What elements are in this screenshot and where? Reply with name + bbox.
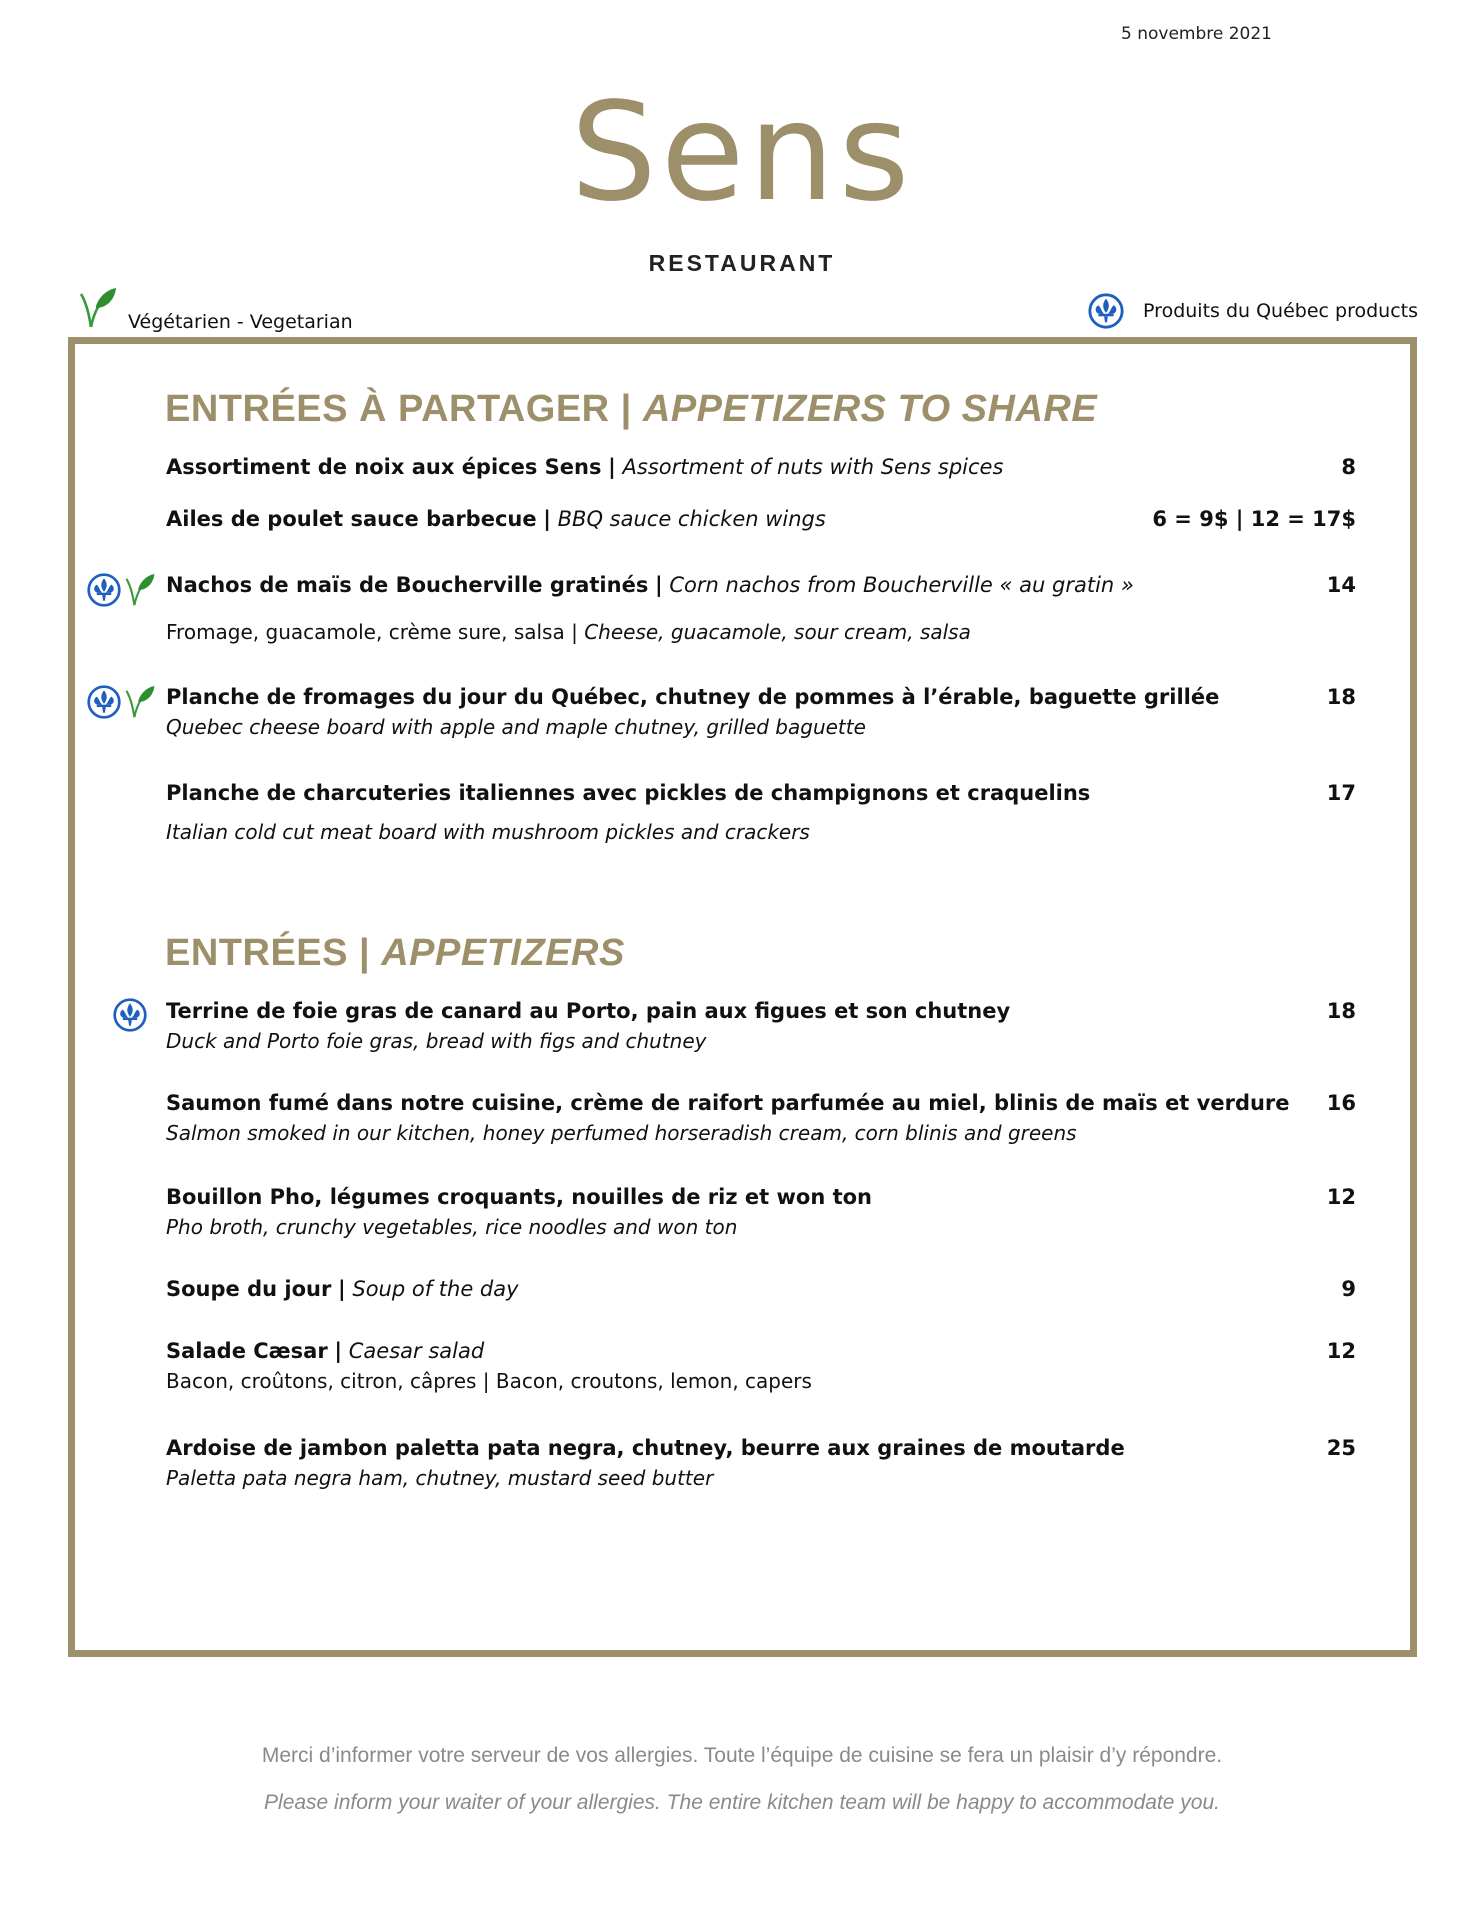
item-detail-en: Cheese, guacamole, sour cream, salsa [584,620,971,644]
item-name-en: Pho broth, crunchy vegetables, rice noodles and won ton [166,1215,738,1239]
logo-wordmark: Sens [570,74,914,232]
item-price: 18 [1326,685,1356,709]
quebec-legend-label: Produits du Québec products [1143,300,1418,322]
section-title-en: APPETIZERS TO SHARE [642,388,1098,430]
item-name-en: Duck and Porto foie gras, bread with figs and chutney [166,1029,707,1053]
section-title-fr: ENTRÉES À PARTAGER | [165,388,632,430]
menu-item [166,452,1356,482]
allergy-notice-en: Please inform your waiter of your allergies. The entire kitchen team will be happy to accommodate you. [264,1791,1220,1814]
document-date: 5 novembre 2021 [1120,24,1272,44]
item-name-fr: Saumon fumé dans notre cuisine, crème de raifort parfumée au miel, blinis de maïs et verdure [166,1091,1290,1115]
item-name-fr: Ardoise de jambon paletta pata negra, chutney, beurre aux graines de moutarde [166,1436,1125,1460]
item-detail-fr: Fromage, guacamole, crème sure, salsa | [166,620,578,644]
item-name-fr: Salade Cæsar [166,1339,328,1363]
fleur-de-lis-icon [112,997,148,1033]
item-price: 12 [1326,1185,1356,1209]
item-separator: | [334,1339,343,1363]
item-price: 16 [1326,1091,1356,1115]
vegetarian-legend [78,286,353,333]
item-name-en: Quebec cheese board with apple and maple chutney, grilled baguette [166,715,866,739]
menu-item [166,682,1356,742]
section-title-en: APPETIZERS [381,932,625,974]
menu-item [166,996,1356,1056]
leaf-icon [124,684,156,720]
quebec-legend [1087,292,1418,330]
item-name-en: Assortment of nuts with Sens spices [622,455,1004,479]
menu-item [166,570,1356,647]
item-name-en: Paletta pata negra ham, chutney, mustard seed butter [166,1466,714,1490]
item-name-en: Italian cold cut meat board with mushroom pickles and crackers [166,820,810,844]
item-separator: | [543,507,551,531]
fleur-de-lis-icon [86,684,122,720]
item-price: 25 [1326,1436,1356,1460]
item-price: 14 [1326,573,1356,597]
allergy-notice-fr: Merci d’informer votre serveur de vos allergies. Toute l’équipe de cuisine se fera un plaisir d’y répondre. [261,1744,1223,1767]
item-price: 6 = 9$ | 12 = 17$ [1152,507,1356,531]
leaf-icon [124,572,156,608]
item-price: 8 [1341,455,1356,479]
item-name-fr: Planche de charcuteries italiennes avec pickles de champignons et craquelins [166,781,1091,805]
item-separator: | [338,1277,346,1301]
section-title-fr: ENTRÉES | [165,932,371,974]
leaf-icon [78,286,118,330]
menu-item [166,778,1356,847]
item-name-en: Caesar salad [348,1339,485,1363]
menu-item [166,1336,1356,1396]
item-name-fr: Nachos de maïs de Boucherville gratinés [166,573,649,597]
section-title-appetizers [165,932,625,975]
item-name-fr: Terrine de foie gras de canard au Porto, pain aux figues et son chutney [166,999,1011,1023]
fleur-de-lis-icon [86,572,122,608]
item-separator: | [608,455,616,479]
item-badges [86,572,156,608]
item-name-fr: Assortiment de noix aux épices Sens [166,455,602,479]
item-detail: Bacon, croûtons, citron, câpres | Bacon, croutons, lemon, capers [166,1369,812,1393]
item-name-en: BBQ sauce chicken wings [557,507,826,531]
restaurant-logo [0,74,1484,277]
item-name-en: Soup of the day [352,1277,519,1301]
item-price: 18 [1326,999,1356,1023]
section-title-appetizers-to-share [165,388,1097,431]
menu-item [166,1182,1356,1242]
item-name-fr: Bouillon Pho, légumes croquants, nouilles de riz et won ton [166,1185,872,1209]
item-name-fr: Ailes de poulet sauce barbecue [166,507,537,531]
item-name-fr: Soupe du jour [166,1277,332,1301]
item-price: 12 [1326,1339,1356,1363]
fleur-de-lis-icon [1087,292,1125,330]
item-name-en: Corn nachos from Boucherville « au gratin » [669,573,1134,597]
menu-item [166,1088,1356,1148]
vegetarian-legend-label: Végétarien - Vegetarian [128,311,353,333]
logo-subtitle: RESTAURANT [648,250,836,276]
menu-item [166,504,1356,534]
item-name-fr: Planche de fromages du jour du Québec, chutney de pommes à l’érable, baguette grillée [166,685,1220,709]
item-separator: | [655,573,663,597]
item-badges [112,997,148,1033]
item-price: 9 [1341,1277,1356,1301]
item-badges [86,684,156,720]
item-name-en: Salmon smoked in our kitchen, honey perfumed horseradish cream, corn blinis and greens [166,1121,1077,1145]
item-price: 17 [1326,781,1356,805]
menu-item [166,1274,1356,1304]
menu-item [166,1433,1356,1493]
